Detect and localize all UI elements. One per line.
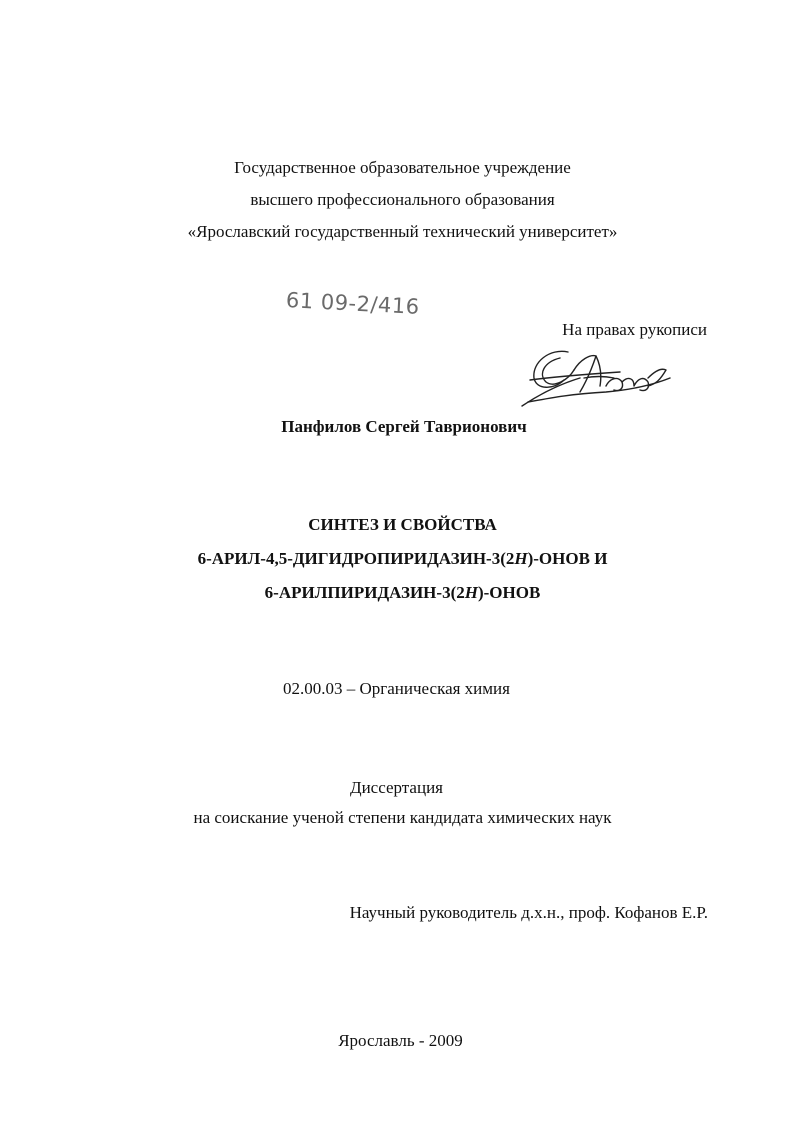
title-line-2-suffix: )-ОНОВ И — [527, 549, 608, 568]
author-signature — [510, 340, 680, 420]
manuscript-rights-label: На правах рукописи — [562, 320, 707, 339]
scientific-advisor: Научный руководитель д.х.н., проф. Кофанов Е.Р. — [349, 903, 708, 922]
title-line-2-italic: Н — [514, 549, 528, 568]
city-year: Ярославль - 2009 — [338, 1031, 463, 1050]
institution-line-3: «Ярославский государственный технический университет» — [187, 222, 618, 241]
title-line-3-italic: Н — [464, 583, 478, 602]
dissertation-label: Диссертация — [349, 778, 443, 797]
title-line-3-prefix: 6-АРИЛПИРИДАЗИН-3(2 — [264, 583, 465, 602]
title-line-3-suffix: )-ОНОВ — [477, 583, 541, 602]
author-name: Панфилов Сергей Таврионович — [281, 417, 527, 436]
institution-line-2: высшего профессионального образования — [250, 190, 555, 209]
dissertation-title-line-1: СИНТЕЗ И СВОЙСТВА — [308, 515, 497, 534]
specialty-code: 02.00.03 – Органическая химия — [283, 679, 510, 698]
title-line-2-prefix: 6-АРИЛ-4,5-ДИГИДРОПИРИДАЗИН-3(2 — [197, 549, 515, 568]
degree-description: на соискание ученой степени кандидата химических наук — [193, 808, 612, 827]
dissertation-title-line-2 — [6, 549, 793, 569]
library-stamp-number: 61 09-2/416 — [285, 288, 421, 319]
dissertation-title-line-3 — [6, 583, 793, 603]
institution-line-1: Государственное образовательное учреждение — [234, 158, 571, 177]
